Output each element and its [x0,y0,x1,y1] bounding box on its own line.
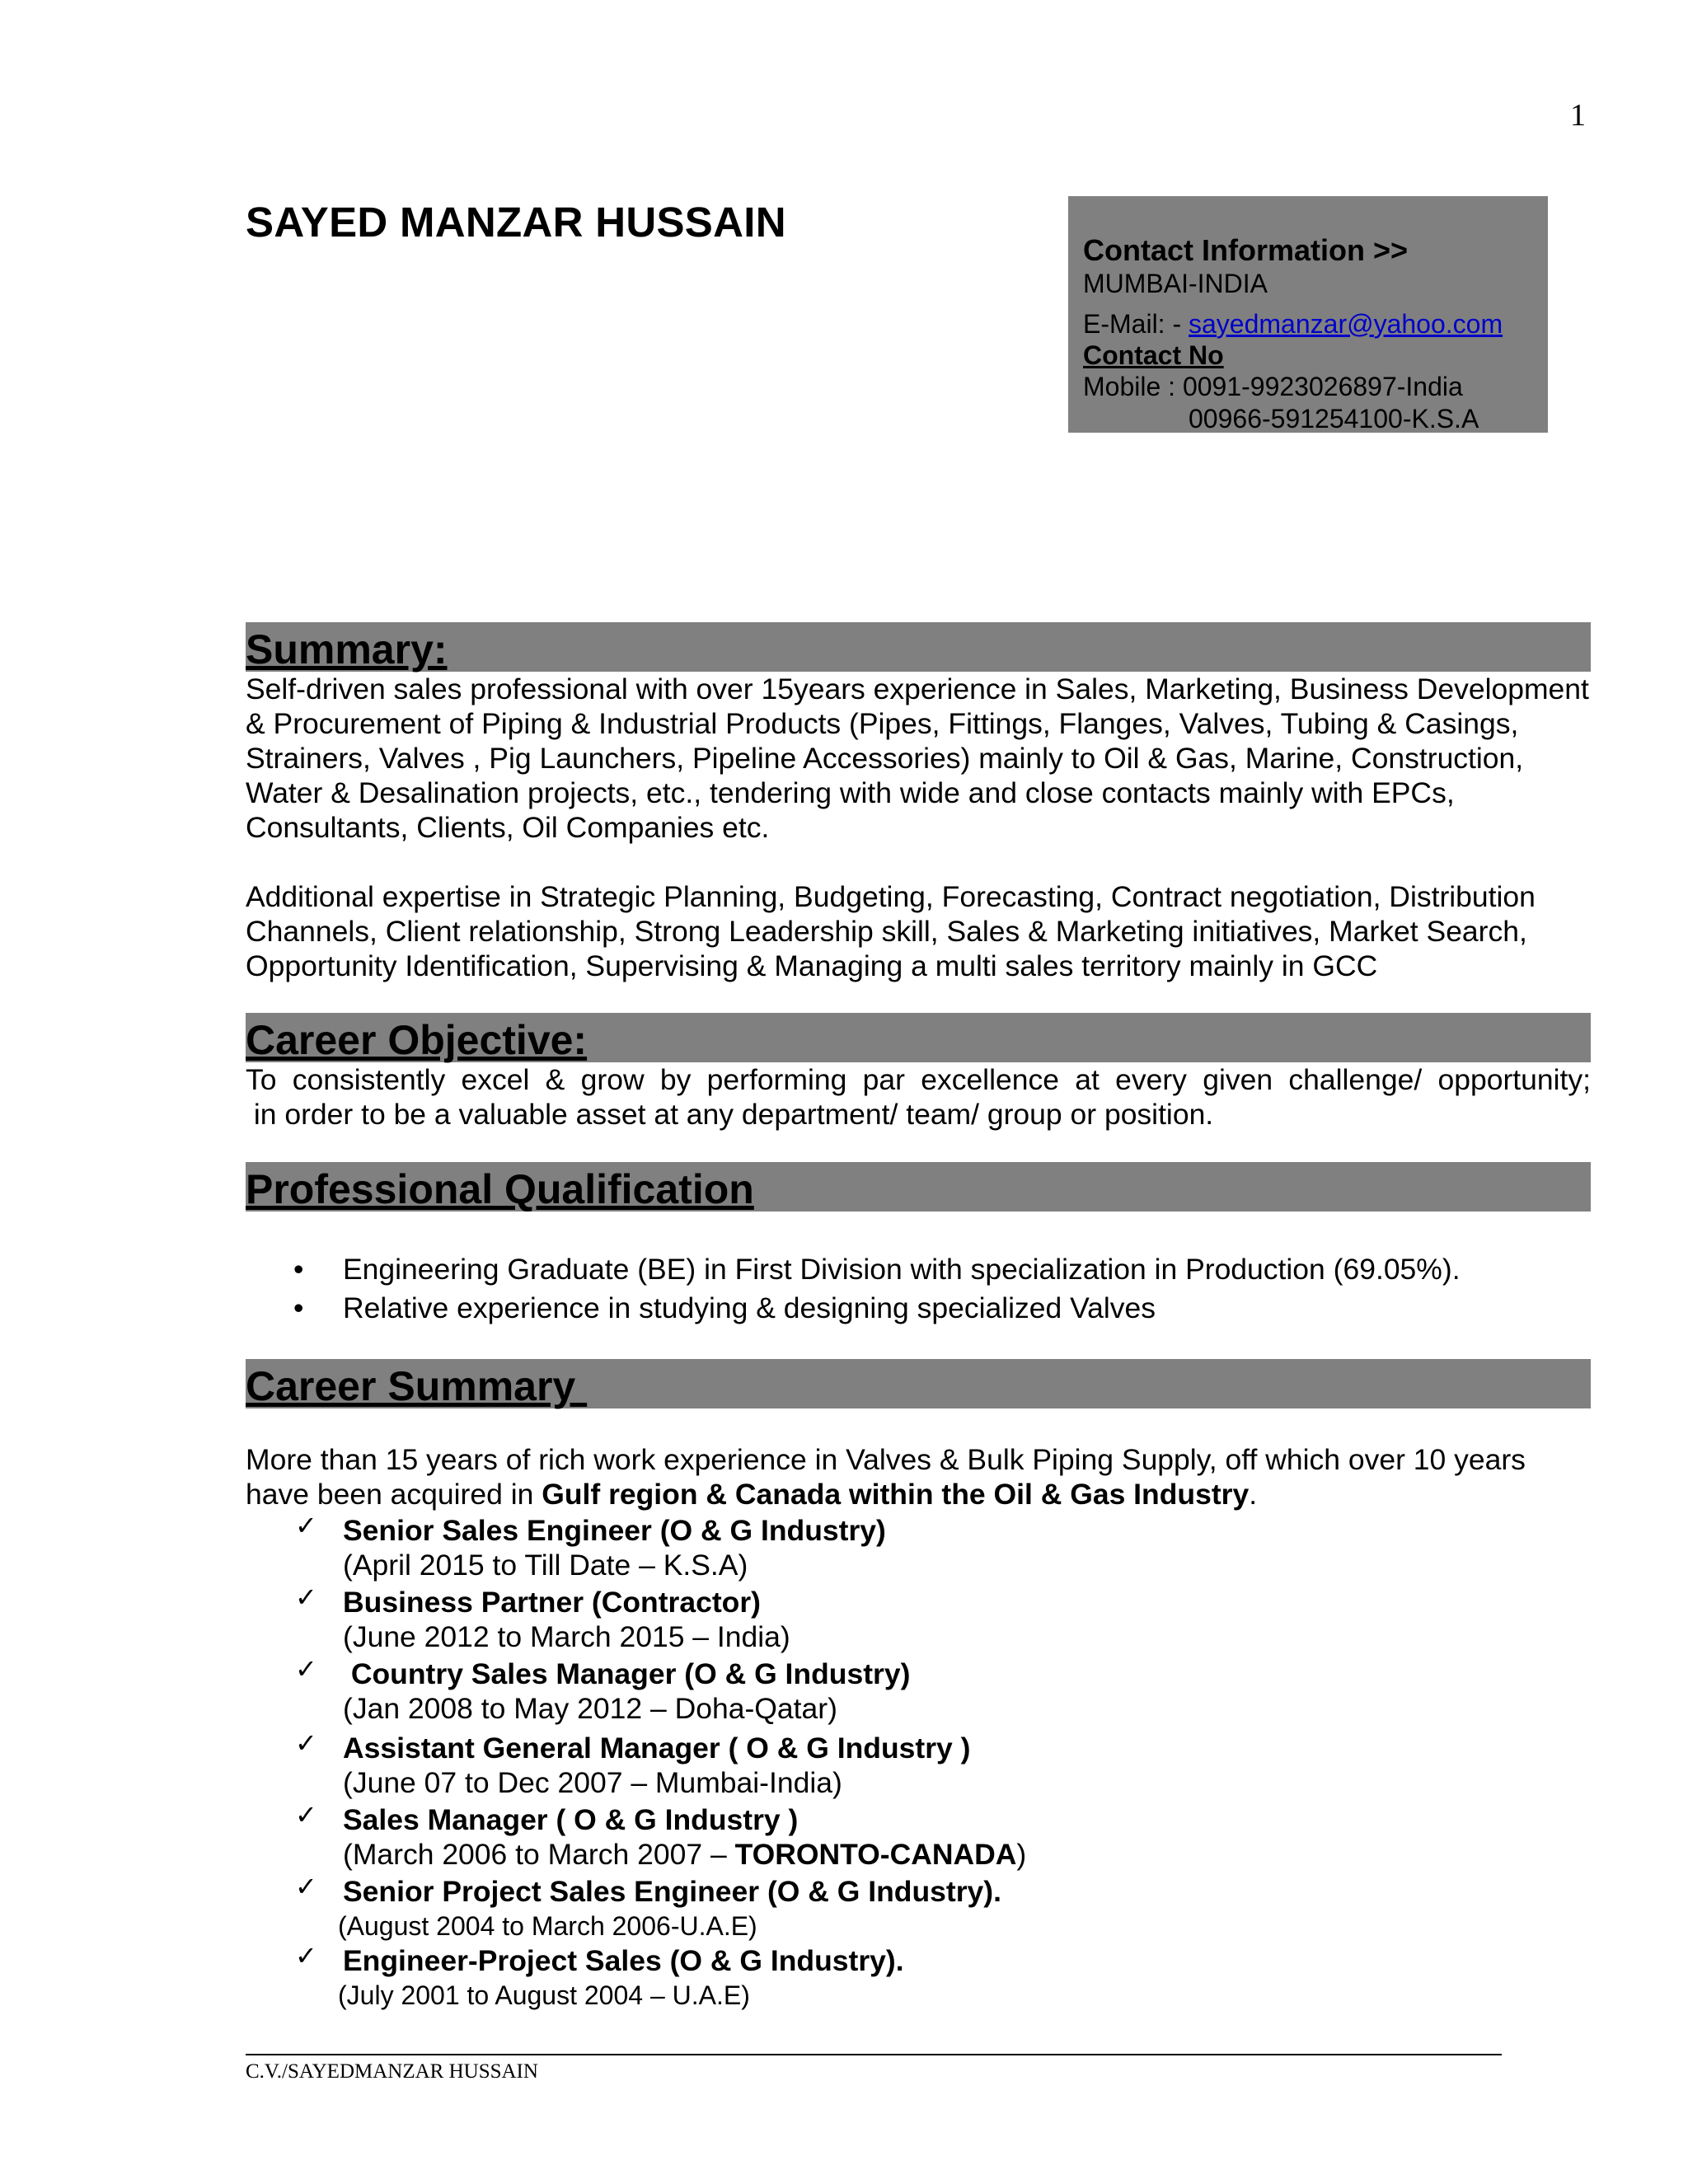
objective-heading: Career Objective: [246,1017,588,1063]
job-title: Assistant General Manager ( O & G Industry ) [343,1732,971,1765]
job-dates: (June 2012 to March 2015 – India) [343,1620,790,1653]
job-title: Senior Project Sales Engineer (O & G Industry). [343,1875,1001,1908]
checkmark-icon: ✓ [295,1799,317,1830]
contact-info-box [1068,196,1548,433]
job-entry [246,1940,1591,2015]
contact-title: Contact Information >> [1083,233,1409,267]
job-title: Country Sales Manager (O & G Industry) [343,1657,911,1690]
checkmark-icon: ✓ [295,1940,317,1971]
job-entry [246,1653,1591,1731]
candidate-name: SAYED MANZAR HUSSAIN [246,199,786,246]
job-entry [246,1510,1591,1585]
job-entry [246,1582,1591,1657]
mobile-ksa: 00966-591254100-K.S.A [1189,403,1479,434]
checkmark-icon: ✓ [295,1510,317,1541]
list-item: • Relative experience in studying & designing specialized Valves [246,1289,1591,1328]
career-history-list [246,1510,1591,2015]
qualification-list [246,1250,1591,1328]
page-number: 1 [1570,98,1586,133]
objective-heading-bar [246,1013,1591,1062]
objective-line-1: To consistently excel & grow by performing par excellence at every given challenge/ opportunity; [246,1063,1591,1096]
job-title: Engineer-Project Sales (O & G Industry). [343,1944,904,1977]
job-dates: (August 2004 to March 2006-U.A.E) [338,1911,757,1941]
list-item: • Engineering Graduate (BE) in First Division with specialization in Production (69.05%). [246,1250,1591,1289]
contact-no-label: Contact No [1083,340,1224,370]
job-dates: (July 2001 to August 2004 – U.A.E) [338,1980,750,2010]
qualification-heading: Professional Qualification [246,1166,754,1212]
checkmark-icon: ✓ [295,1727,317,1759]
career-summary-intro: More than 15 years of rich work experience in Valves & Bulk Piping Supply, off which over 10 years have been acquired in Gulf region & Canada within the Oil & Gas Industry. [246,1443,1526,1511]
job-title: Sales Manager ( O & G Industry ) [343,1803,799,1836]
job-entry [246,1871,1591,1943]
career-summary-heading: Career Summary [246,1363,588,1409]
email-link[interactable]: sayedmanzar@yahoo.com [1189,308,1503,339]
checkmark-icon: ✓ [295,1653,317,1685]
contact-location: MUMBAI-INDIA [1083,269,1268,299]
contact-email-row [1083,308,1533,340]
qualification-heading-bar [246,1162,1591,1212]
career-summary-intro-bold: Gulf region & Canada within the Oil & Gas Industry [542,1478,1250,1511]
job-dates: (June 07 to Dec 2007 – Mumbai-India) [343,1766,842,1799]
footer-divider [246,2054,1502,2055]
bullet-icon: • [293,1253,304,1286]
job-dates: (Jan 2008 to May 2012 – Doha-Qatar) [343,1692,837,1725]
checkmark-icon: ✓ [295,1871,317,1902]
summary-heading-bar [246,622,1591,672]
bullet-icon: • [293,1291,304,1324]
summary-paragraph-2: Additional expertise in Strategic Planning, Budgeting, Forecasting, Contract negotiation, Distribution Channels, Client relationship, Strong Leadership skill, Sales & Marketing initiatives, Market Search, Opportunity Identification, Supervising & Managing a multi sales territory mainly in GCC [246,880,1536,982]
objective-line-2: in order to be a valuable asset at any department/ team/ group or position. [246,1098,1214,1131]
job-title: Business Partner (Contractor) [343,1586,761,1619]
job-dates: (April 2015 to Till Date – K.S.A) [343,1549,748,1582]
summary-heading: Summary: [246,626,448,673]
job-entry [246,1727,1591,1802]
job-entry [246,1799,1591,1874]
footer-text: C.V./SAYEDMANZAR HUSSAIN [246,2060,538,2083]
email-label: E-Mail: - [1083,308,1189,339]
job-dates: (March 2006 to March 2007 – TORONTO-CANADA) [343,1838,1027,1871]
summary-paragraph-1: Self-driven sales professional with over 15years experience in Sales, Marketing, Business Development & Procurement of Piping & Industrial Products (Pipes, Fittings, Flanges, Valves, Tubing & Casings, Strainers, Valves , Pig Launchers, Pipeline Accessories) mainly to Oil & Gas, Marine, Construction, Water & Desalination projects, etc., tendering with wide and close contacts mainly with EPCs, Consultants, Clients, Oil Companies etc. [246,673,1589,844]
checkmark-icon: ✓ [295,1582,317,1613]
job-title: Senior Sales Engineer (O & G Industry) [343,1514,886,1547]
mobile-india: Mobile : 0091-9923026897-India [1083,372,1463,402]
career-summary-heading-bar [246,1359,1591,1408]
